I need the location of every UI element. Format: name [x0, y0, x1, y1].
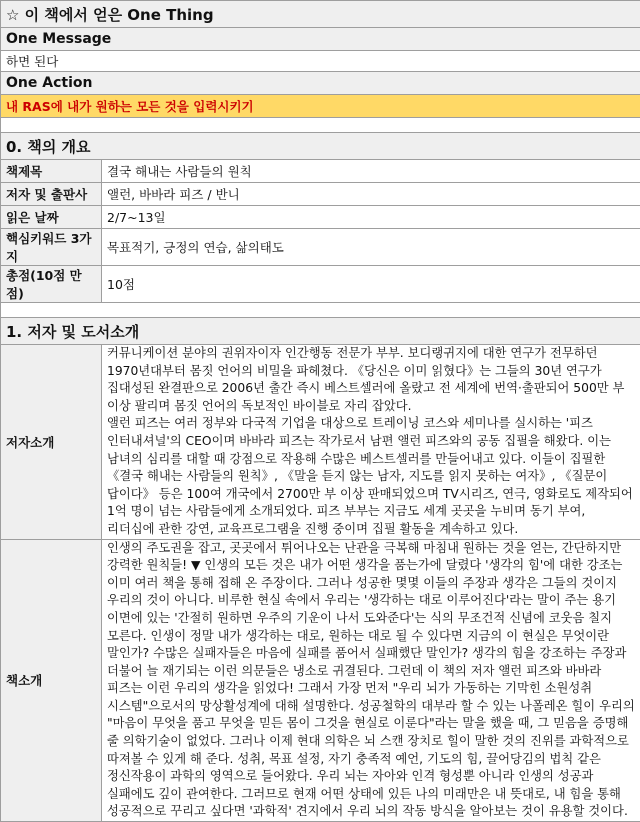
author-intro-paragraph-2: 앨런 피즈는 여러 정부와 다국적 기업을 대상으로 트레이닝 코스와 세미나를 실시하는 '피즈 인터내셔널'의 CEO이며 바바라 피즈는 작가로서 남편 앨런 피즈와의 공동 집필을 해왔다. 이는 남녀의 심리를 대할 때 강점으로 작용해 수많은 베스트셀러를 만들어내고 있다. 이들이 집필한 《결국 해내는 사람들의 원칙》, 《말을 듣지 않는 남자, 지도를 읽지 못하는 여자》, 《질문이 답이다》 등은 100여 개국에서 2700만 부 이상 판매되었으며 TV시리즈, 연극, 영화로도 제작되어 1억 명이 넘는 사람들에게 소개되었다. 피즈 부부는 지금도 세계 곳곳을 누비며 동기 부여, 리더십에 관한 강연, 교육프로그램을 진행 중이며 집필 활동을 계속하고 있다.: [107, 415, 635, 538]
overview-label-date[interactable]: 읽은 날짜: [1, 206, 102, 229]
one-action-text[interactable]: 내 RAS에 내가 원하는 모든 것을 입력시키기: [1, 95, 640, 118]
blank-row[interactable]: [1, 303, 640, 318]
one-action-label[interactable]: One Action: [1, 72, 640, 95]
book-intro-text[interactable]: [102, 539, 640, 822]
blank-row[interactable]: [1, 118, 640, 133]
overview-value-date[interactable]: 2/7~13일: [102, 206, 640, 229]
overview-label-keywords[interactable]: 핵심키워드 3가지: [1, 229, 102, 266]
one-message-label[interactable]: One Message: [1, 28, 640, 51]
one-thing-title[interactable]: ☆ 이 책에서 얻은 One Thing: [1, 1, 640, 28]
overview-title[interactable]: 0. 책의 개요: [1, 133, 640, 160]
author-intro-text[interactable]: [102, 345, 640, 540]
overview-value-title[interactable]: 결국 해내는 사람들의 원칙: [102, 160, 640, 183]
book-intro-label[interactable]: 책소개: [1, 539, 102, 822]
overview-label-title[interactable]: 책제목: [1, 160, 102, 183]
intro-title[interactable]: 1. 저자 및 도서소개: [1, 318, 640, 345]
author-intro-label[interactable]: 저자소개: [1, 345, 102, 540]
overview-label-author[interactable]: 저자 및 출판사: [1, 183, 102, 206]
author-intro-paragraph-1: 커뮤니케이션 분야의 권위자이자 인간행동 전문가 부부. 보디랭귀지에 대한 연구가 전무하던 1970년대부터 몸짓 언어의 비밀을 파헤쳤다. 《당신은 이미 읽혔다》는 그들의 30년 연구가 집대성된 완결판으로 2006년 출간 즉시 베스트셀러에 올랐고 전 세계에 번역·출판되어 500만 부 이상 팔리며 몸짓 언어의 독보적인 바이블로 자리 잡았다.: [107, 345, 635, 415]
overview-value-score[interactable]: 10점: [102, 266, 640, 303]
overview-value-author[interactable]: 앨런, 바바라 피즈 / 반니: [102, 183, 640, 206]
one-message-text[interactable]: 하면 된다: [1, 51, 640, 72]
overview-label-score[interactable]: 총점(10점 만점): [1, 266, 102, 303]
overview-value-keywords[interactable]: 목표적기, 긍정의 연습, 삶의태도: [102, 229, 640, 266]
book-intro-paragraph: 인생의 주도권을 잡고, 곳곳에서 튀어나오는 난관을 극복해 마침내 원하는 것을 얻는, 간단하지만 강력한 원칙들! ▼ 인생의 모든 것은 내가 어떤 생각을 품는가에 달렸다 '생각의 힘'에 대한 강조는 이미 여러 책을 통해 접해 온 주장이다. 그러나 성공한 몇몇 이들의 주장과 생각은 그들의 것이지 우리의 것이 아니다. 비루한 현실 속에서 우리는 '생각하는 대로 이루어진다'라는 말이 주는 용기 이면에 있는 '간절히 원하면 우주의 기운이 나서 도와준다'는 식의 무조건적 신념에 코웃음 칠지 모른다. 인생이 정말 내가 생각하는 대로, 원하는 대로 될 수 있다면 지금의 이 현실은 무엇이란 말인가? 수많은 실패자들은 마음에 실패를 품어서 실패했단 말인가? 생각의 힘을 강조하는 주장과 더불어 늘 재기되는 이런 의문들은 냉소로 귀결된다. 그런데 이 책의 저자 앨런 피즈와 바바라 피즈는 이런 우리의 생각을 읽었다! 그래서 가장 먼저 "우리 뇌가 가동하는 기막힌 소원성취 시스템"으로서의 망상활성계에 대해 설명한다. 성공철학의 대부라 할 수 있는 나폴레온 힐이 우리의 "마음이 무엇을 품고 무엇을 믿든 몸이 그것을 현실로 이룬다"라는 말을 했을 때, 그 믿음을 증명해 줄 의학기술이 없었다. 그러나 이제 현대 의학은 뇌 스캔 장치로 힐이 말한 것의 진위를 과학적으로 따져볼 수 있게 해 준다. 성취, 목표 설정, 자기 충족적 예언, 기도의 힘, 끌어당김의 법칙 같은 정신작용이 과학의 영역으로 들어왔다. 우리 뇌는 자아와 인격 형성뿐 아니라 인생의 성공과 실패에도 깊이 관여한다. 그러므로 현재 어떤 상태에 있든 나의 미래만은 내 뜻대로, 내 힘을 통해 성공적으로 꾸리고 싶다면 '과학적' 견지에서 우리 뇌의 작동 방식을 알아보는 것이 유용할 것이다.: [107, 540, 635, 822]
